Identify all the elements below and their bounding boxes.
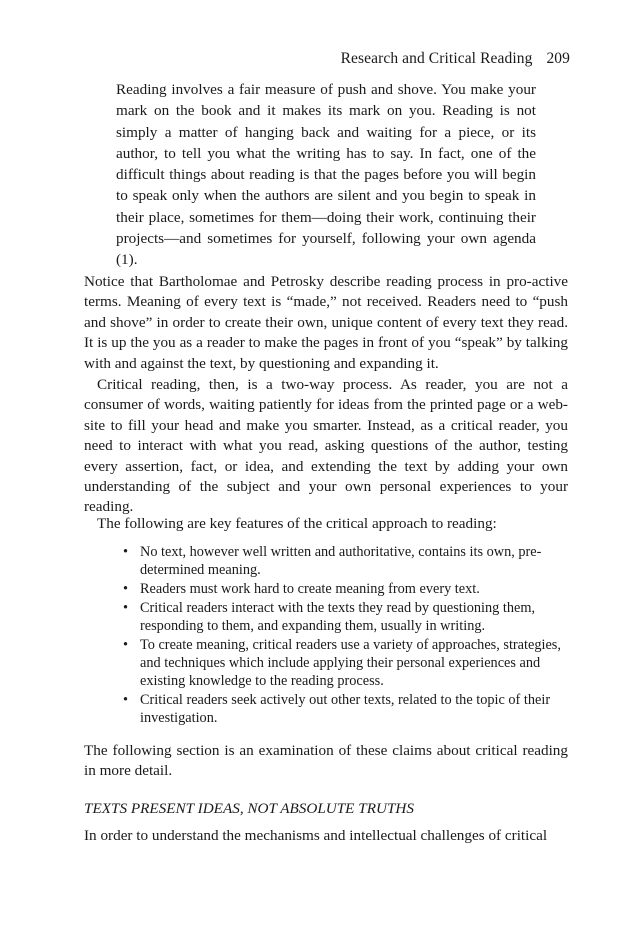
list-item — [120, 599, 565, 635]
list-item-text: Critical readers seek actively out other texts, related to the topic of their investigation. — [140, 692, 551, 726]
list-item — [120, 636, 565, 690]
paragraph-closing: The following section is an examination of these claims about critical reading in more detail. — [84, 742, 568, 780]
bullet-marker: • — [123, 600, 129, 616]
running-header-title: Research and Critical Reading — [340, 50, 533, 67]
list-item — [120, 580, 565, 598]
page-number: 209 — [546, 50, 570, 67]
bullet-marker: • — [123, 692, 129, 708]
list-item — [120, 543, 565, 579]
list-item-text: To create meaning, critical readers use a variety of approaches, strategies, and techniques which include applying their personal experiences and existing knowledge to the reading process. — [140, 637, 561, 689]
section-heading: TEXTS PRESENT IDEAS, NOT ABSOLUTE TRUTHS — [84, 800, 414, 817]
list-item — [120, 691, 565, 727]
paragraph-critical-reading: Critical reading, then, is a two-way process. As reader, you are not a consumer of words, waiting patiently for ideas from the printed page or a web-site to fill your head and make you smarter. Instead, as a critical reader, you need to interact with what you read, asking questions of the author, testing every assertion, fact, or idea, and extending the text by adding your own understanding of the subject and your own personal experiences to your reading. — [84, 376, 568, 516]
bullet-marker: • — [123, 581, 129, 597]
paragraph-final: In order to understand the mechanisms and intellectual challenges of critical — [84, 827, 548, 844]
list-item-text: Critical readers interact with the texts they read by questioning them, responding to them, and expanding them, usually in writing. — [140, 600, 536, 634]
list-item-text: Readers must work hard to create meaning from every text. — [140, 581, 480, 597]
list-item-text: No text, however well written and authoritative, contains its own, pre-determined meaning. — [140, 544, 542, 578]
running-header — [341, 50, 570, 68]
bullet-marker: • — [123, 544, 129, 560]
bullet-marker: • — [123, 637, 129, 653]
paragraph-key-features-intro: The following are key features of the critical approach to reading: — [97, 515, 497, 532]
paragraph-notice: Notice that Bartholomae and Petrosky describe reading process in pro-active terms. Meaning of every text is “made,” not received. Readers need to “push and shove” in order to create their own, unique content of every text they read. It is up the you as a reader to make the pages in front of you “speak” by talking with and against the text, by questioning and expanding it. — [84, 273, 568, 372]
block-quote: Reading involves a fair measure of push and shove. You make your mark on the book and it makes its mark on you. Reading is not simply a matter of hanging back and waiting for a piece, or its author, to tell you what the writing has to say. In fact, one of the difficult things about reading is that the pages before you will begin to speak only when the authors are silent and you begin to speak in their place, sometimes for them—doing their work, continuing their projects—and sometimes for yourself, following your own agenda (1). — [116, 81, 536, 269]
key-features-list — [120, 543, 565, 728]
